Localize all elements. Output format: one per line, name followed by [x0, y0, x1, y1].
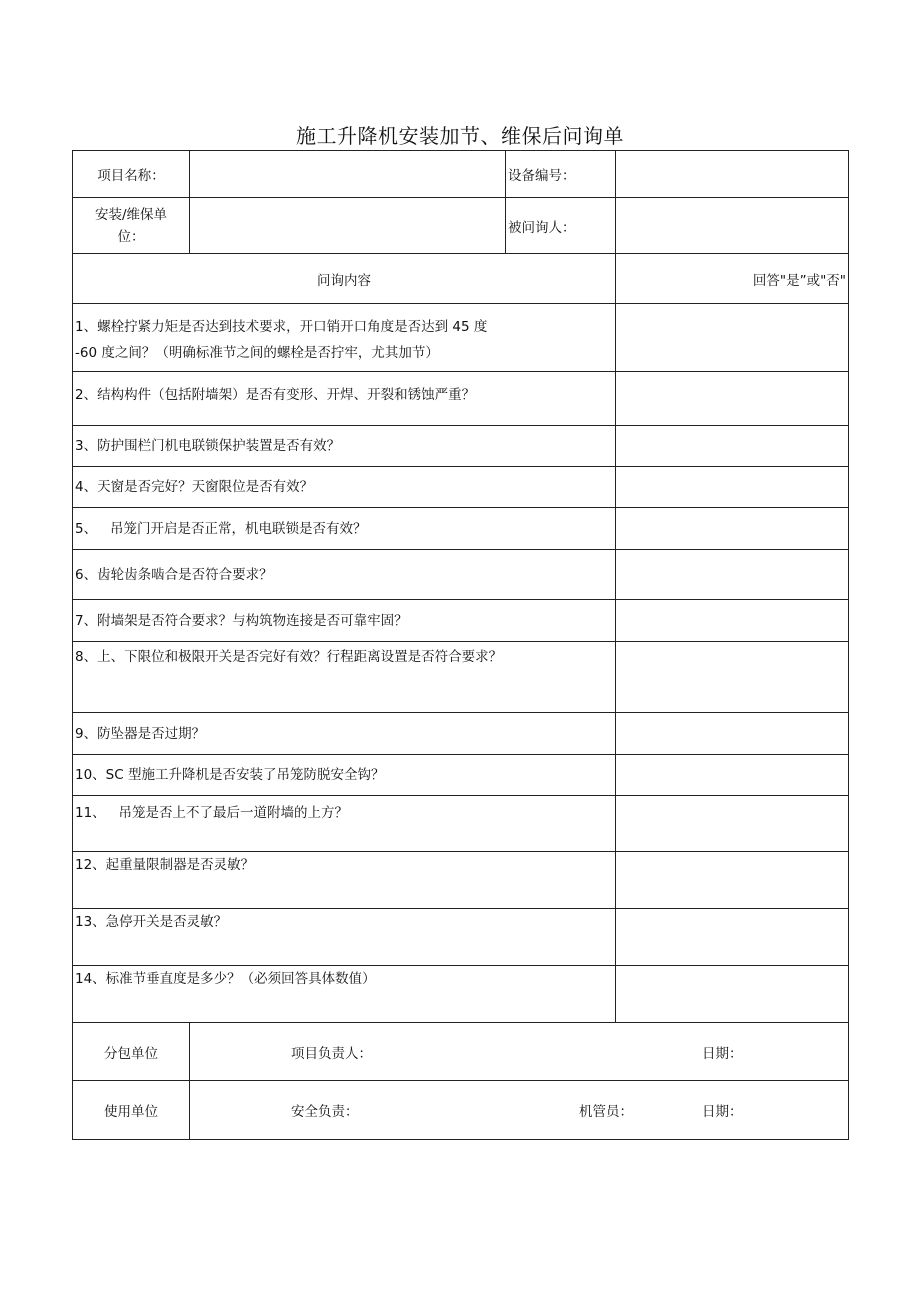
- answer-cell[interactable]: [616, 909, 849, 966]
- question-row: [73, 909, 849, 966]
- answer-cell[interactable]: [616, 550, 849, 600]
- question-row: [73, 796, 849, 852]
- machine-manager-label: 机管员：: [579, 1104, 633, 1120]
- device-no-label: 设备编号：: [506, 151, 616, 198]
- answer-column-header: 回答"是”或"否": [616, 254, 849, 304]
- date-label: 日期：: [702, 1104, 743, 1120]
- question-text: 13、急停开关是否灵敏？: [73, 909, 616, 966]
- question-text: 5、 吊笼门开启是否正常，机电联锁是否有效？: [73, 508, 616, 550]
- install-unit-label-line1: 安装/维保单: [94, 206, 168, 223]
- question-row: [73, 372, 849, 426]
- question-text: 8、上、下限位和极限开关是否完好有效？行程距离设置是否符合要求？: [73, 642, 616, 713]
- user-signature-area[interactable]: [190, 1081, 849, 1140]
- answer-cell[interactable]: [616, 713, 849, 755]
- project-manager-label: 项目负责人：: [291, 1045, 372, 1062]
- inquired-person-label: 被问询人：: [506, 198, 616, 254]
- question-row: [73, 550, 849, 600]
- safety-officer-label: 安全负责：: [291, 1104, 359, 1120]
- answer-cell[interactable]: [616, 642, 849, 713]
- question-text: 10、SC 型施工升降机是否安装了吊笼防脱安全钩？: [73, 755, 616, 796]
- user-unit-row: [73, 1081, 849, 1140]
- user-unit-label: 使用单位: [73, 1081, 190, 1140]
- answer-cell[interactable]: [616, 755, 849, 796]
- answer-cell[interactable]: [616, 966, 849, 1023]
- question-text: 7、附墙架是否符合要求？与构筑物连接是否可靠牢固？: [73, 600, 616, 642]
- subcontract-row: [73, 1023, 849, 1081]
- page-title: 施工升降机安装加节、维保后问询单: [296, 124, 624, 148]
- answer-cell[interactable]: [616, 467, 849, 508]
- question-1-line2: -60 度之间？（明确标准节之间的螺栓是否拧牢，尤其加节）: [75, 345, 439, 361]
- question-text: 14、标准节垂直度是多少？（必须回答具体数值）: [73, 966, 616, 1023]
- answer-cell[interactable]: [616, 852, 849, 909]
- question-row: [73, 755, 849, 796]
- question-text: 9、防坠器是否过期？: [73, 713, 616, 755]
- question-1-line1: 1、螺栓拧紧力矩是否达到技术要求，开口销开口角度是否达到 45 度: [75, 319, 488, 335]
- question-row: [73, 304, 849, 372]
- question-text: 3、防护围栏门机电联锁保护装置是否有效？: [73, 426, 616, 467]
- question-row: [73, 852, 849, 909]
- date-label: 日期：: [702, 1045, 743, 1062]
- inquiry-form-table: [72, 150, 849, 1140]
- question-row: [73, 508, 849, 550]
- install-unit-field[interactable]: [190, 198, 506, 254]
- question-row: [73, 966, 849, 1023]
- question-text: 4、天窗是否完好？天窗限位是否有效？: [73, 467, 616, 508]
- inquired-person-field[interactable]: [616, 198, 849, 254]
- device-no-field[interactable]: [616, 151, 849, 198]
- answer-cell[interactable]: [616, 304, 849, 372]
- column-header-row: [73, 254, 849, 304]
- question-text: [73, 304, 616, 372]
- answer-cell[interactable]: [616, 508, 849, 550]
- install-unit-label-line2: 位：: [117, 228, 145, 245]
- answer-cell[interactable]: [616, 796, 849, 852]
- question-row: [73, 426, 849, 467]
- install-unit-row: [73, 198, 849, 254]
- question-row: [73, 713, 849, 755]
- project-name-label: 项目名称：: [73, 151, 190, 198]
- answer-cell[interactable]: [616, 426, 849, 467]
- question-text: 12、起重量限制器是否灵敏？: [73, 852, 616, 909]
- question-row: [73, 642, 849, 713]
- question-text: 2、结构构件（包括附墙架）是否有变形、开焊、开裂和锈蚀严重？: [73, 372, 616, 426]
- question-text: 6、齿轮齿条啮合是否符合要求？: [73, 550, 616, 600]
- subcontract-signature-area[interactable]: [190, 1023, 849, 1081]
- question-row: [73, 467, 849, 508]
- project-name-field[interactable]: [190, 151, 506, 198]
- answer-cell[interactable]: [616, 372, 849, 426]
- install-unit-label: [73, 198, 190, 254]
- question-column-header: 问询内容: [73, 254, 616, 304]
- answer-cell[interactable]: [616, 600, 849, 642]
- question-row: [73, 600, 849, 642]
- subcontract-unit-label: 分包单位: [73, 1023, 190, 1081]
- project-row: [73, 151, 849, 198]
- question-text: 11、 吊笼是否上不了最后一道附墙的上方？: [73, 796, 616, 852]
